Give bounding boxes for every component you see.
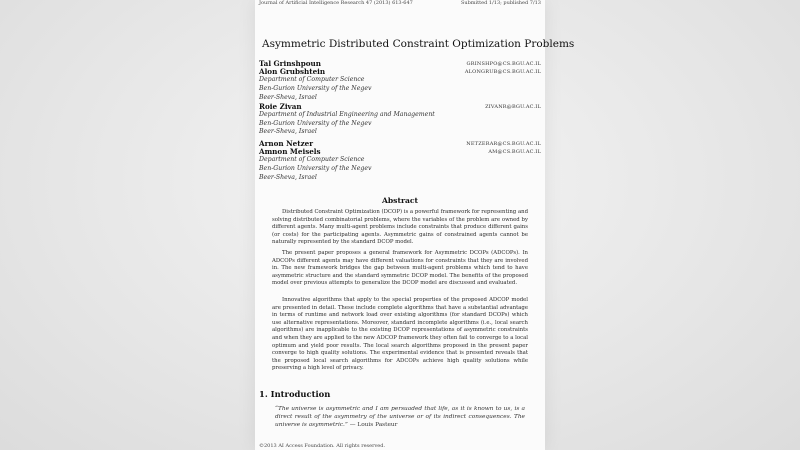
abstract-paragraph bbox=[272, 250, 528, 288]
abstract-text: Distributed Constraint Optimization (DCOP) is a powerful framework for representing and solving distributed combinatorial problems, where the variables of the problem are owned by different agents. Many multi-agent problems include constraints that produce different gains (or costs) for the participating agents. Asymmetric gains of constrained agents cannot be naturally represented by the standard DCOP model. bbox=[272, 209, 528, 246]
journal-header: Journal of Artificial Intelligence Research 47 (2013) 613-647 bbox=[259, 0, 413, 6]
affiliation-dept: Department of Computer Science bbox=[259, 76, 365, 83]
affiliation-univ: Ben-Gurion University of the Negev bbox=[259, 120, 372, 127]
epigraph-quote bbox=[275, 405, 525, 430]
author-email: NETZERAR@CS.BGU.AC.IL bbox=[466, 141, 541, 147]
affiliation-city: Beer-Sheva, Israel bbox=[259, 174, 317, 181]
author-name: Roie Zivan bbox=[259, 102, 302, 111]
author-email: GRINSHPO@CS.BGU.AC.IL bbox=[466, 61, 541, 67]
paper-title: Asymmetric Distributed Constraint Optimization Problems bbox=[262, 38, 575, 50]
abstract-paragraph bbox=[272, 297, 528, 373]
quote-attribution: — Louis Pasteur bbox=[347, 422, 398, 429]
affiliation-city: Beer-Sheva, Israel bbox=[259, 94, 317, 101]
abstract-paragraph bbox=[272, 209, 528, 247]
copyright-footer: ©2013 AI Access Foundation. All rights reserved. bbox=[259, 443, 386, 449]
author-name: Tal Grinshpoun bbox=[259, 59, 321, 68]
author-name: Arnon Netzer bbox=[259, 139, 314, 148]
submission-dates: Submitted 1/13; published 7/13 bbox=[460, 0, 541, 6]
author-email: ALONGRUB@CS.BGU.AC.IL bbox=[464, 69, 541, 75]
author-email: AM@CS.BGU.AC.IL bbox=[488, 149, 541, 155]
quote-text: “The universe is asymmetric and I am persuaded that life, as it is known to us, is a direct result of the asymmetry of the universe or of its indirect consequences. The universe is asymmetric.” bbox=[275, 406, 525, 429]
affiliation-univ: Ben-Gurion University of the Negev bbox=[259, 165, 372, 172]
abstract-heading: Abstract bbox=[381, 196, 419, 205]
section-heading: 1. Introduction bbox=[259, 389, 331, 399]
author-email: ZIVANR@BGU.AC.IL bbox=[485, 104, 541, 110]
author-name: Alon Grubshtein bbox=[259, 67, 326, 76]
abstract-text: The present paper proposes a general framework for Asymmetric DCOPs (ADCOPs). In ADCOPs different agents may have different valuations for constraints that they are involved in. The new framework bridges the gap between multi-agent problems which tend to have asymmetric structure and the standard symmetric DCOP model. The benefits of the proposed model over previous attempts to generalize the DCOP model are discussed and evaluated. bbox=[272, 250, 528, 287]
affiliation-dept: Department of Computer Science bbox=[259, 156, 365, 163]
abstract-text: Innovative algorithms that apply to the special properties of the proposed ADCOP model are presented in detail. These include complete algorithms that have a substantial advantage in terms of runtime and network load over existing algorithms (for standard DCOPs) which use alternative representations. Moreover, standard incomplete algorithms (i.e., local search algorithms) are inapplicable to the existing DCOP representations of asymmetric constraints and when they are applied to the new ADCOP framework they often fail to converge to a local optimum and yield poor results. The local search algorithms proposed in the present paper converge to high quality solutions. The experimental evidence that is presented reveals that the proposed local search algorithms for ADCOPs achieve high quality solutions while preserving a high level of privacy. bbox=[272, 297, 528, 372]
author-name: Amnon Meisels bbox=[259, 147, 321, 156]
affiliation-city: Beer-Sheva, Israel bbox=[259, 128, 317, 135]
affiliation-univ: Ben-Gurion University of the Negev bbox=[259, 85, 372, 92]
affiliation-dept: Department of Industrial Engineering and Management bbox=[259, 111, 435, 118]
